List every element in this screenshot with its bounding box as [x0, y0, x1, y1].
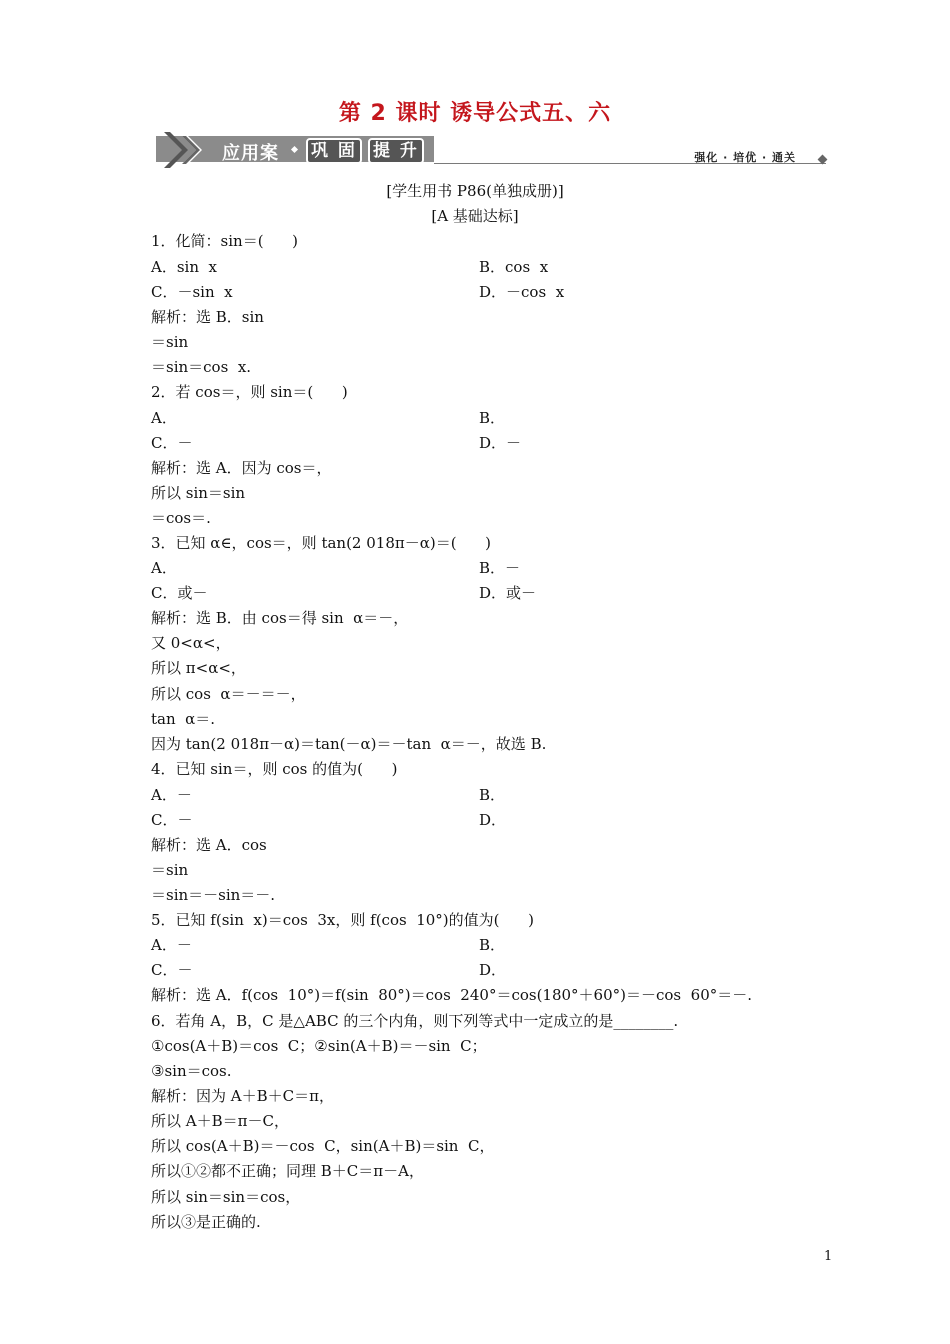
q5-option-b: B．	[479, 936, 506, 954]
q2-solution-2: 所以 sin＝sin	[151, 484, 246, 502]
q1-solution: 解析：选 B．sin	[151, 308, 264, 326]
q6-solution-2: 所以 A＋B＝π－C，	[151, 1112, 289, 1130]
q1-option-d: D．－cos x	[479, 283, 565, 301]
q3-solution-3: 所以 π<α<，	[151, 659, 246, 677]
q4-option-d: D．	[479, 811, 507, 829]
q1-option-c: C．－sin x	[151, 283, 233, 301]
q3-solution: 解析：选 B．由 cos＝得 sin α＝－，	[151, 609, 409, 627]
q2-option-b: B．	[479, 409, 506, 427]
section-label: [A 基础达标]	[431, 207, 519, 225]
q4-solution: 解析：选 A．cos	[151, 836, 267, 854]
q1-solution-3: ＝sin＝cos x.	[151, 358, 252, 376]
q2-option-a: A．	[151, 409, 177, 427]
q3-solution-4: 所以 cos α＝－＝－，	[151, 685, 306, 703]
q4-solution-2: ＝sin	[151, 861, 189, 879]
q3-option-d: D．或－	[479, 584, 537, 602]
banner-box-2: 提 升	[368, 138, 424, 164]
q4-option-b: B．	[479, 786, 506, 804]
banner-box-1: 巩 固	[306, 138, 362, 164]
q6-solution: 解析：因为 A＋B＋C＝π，	[151, 1087, 334, 1105]
q6-solution-4: 所以①②都不正确；同理 B＋C＝π－A，	[151, 1162, 424, 1180]
q4-stem: 4．已知 sin＝，则 cos 的值为( )	[151, 760, 398, 778]
q6-solution-3: 所以 cos(A＋B)＝－cos C，sin(A＋B)＝sin C，	[151, 1137, 495, 1155]
section-banner	[156, 130, 828, 170]
q2-stem: 2．若 cos＝，则 sin＝( )	[151, 383, 348, 401]
q1-solution-2: ＝sin	[151, 333, 189, 351]
q6-statement-3: ③sin＝cos.	[151, 1062, 232, 1080]
q4-solution-3: ＝sin＝－sin＝－.	[151, 886, 276, 904]
q3-solution-6: 因为 tan(2 018π－α)＝tan(－α)＝－tan α＝－，故选 B.	[151, 735, 547, 753]
q2-option-c: C．－	[151, 434, 193, 452]
page-number: 1	[824, 1249, 833, 1264]
q4-option-c: C．－	[151, 811, 193, 829]
page-title: 第 2 课时 诱导公式五、六	[338, 101, 612, 126]
q5-option-c: C．－	[151, 961, 193, 979]
q1-stem: 1．化简：sin＝( )	[151, 232, 299, 250]
q6-solution-6: 所以③是正确的.	[151, 1213, 261, 1231]
q5-option-d: D．	[479, 961, 507, 979]
q3-option-c: C．或－	[151, 584, 208, 602]
banner-label: 应用案	[222, 143, 279, 164]
q3-solution-2: 又 0<α<，	[151, 634, 231, 652]
q1-option-a: A．sin x	[151, 258, 217, 276]
q5-option-a: A．－	[151, 936, 192, 954]
q5-solution: 解析：选 A．f(cos 10°)＝f(sin 80°)＝cos 240°＝cos(180°＋60°)＝－cos 60°＝－.	[151, 986, 753, 1004]
q4-option-a: A．－	[151, 786, 192, 804]
q6-solution-5: 所以 sin＝sin＝cos，	[151, 1188, 301, 1206]
q3-option-a: A．	[151, 559, 177, 577]
q6-stem: 6．若角 A，B，C 是△ABC 的三个内角，则下列等式中一定成立的是________.	[151, 1012, 679, 1030]
q3-solution-5: tan α＝.	[151, 710, 216, 728]
banner-right-label: 强化 · 培优 · 通关	[694, 151, 796, 164]
q2-solution-3: ＝cos＝.	[151, 509, 211, 527]
q6-statements: ①cos(A＋B)＝cos C；②sin(A＋B)＝－sin C；	[151, 1037, 487, 1055]
q2-option-d: D．－	[479, 434, 522, 452]
q3-stem: 3．已知 α∈，cos＝，则 tan(2 018π－α)＝( )	[151, 534, 492, 552]
chevron-icon	[156, 130, 216, 170]
q5-stem: 5．已知 f(sin x)＝cos 3x，则 f(cos 10°)的值为( )	[151, 911, 534, 929]
q3-option-b: B．－	[479, 559, 521, 577]
q2-solution: 解析：选 A．因为 cos＝，	[151, 459, 332, 477]
book-reference: [学生用书 P86(单独成册)]	[386, 182, 564, 200]
q1-option-b: B．cos x	[479, 258, 549, 276]
